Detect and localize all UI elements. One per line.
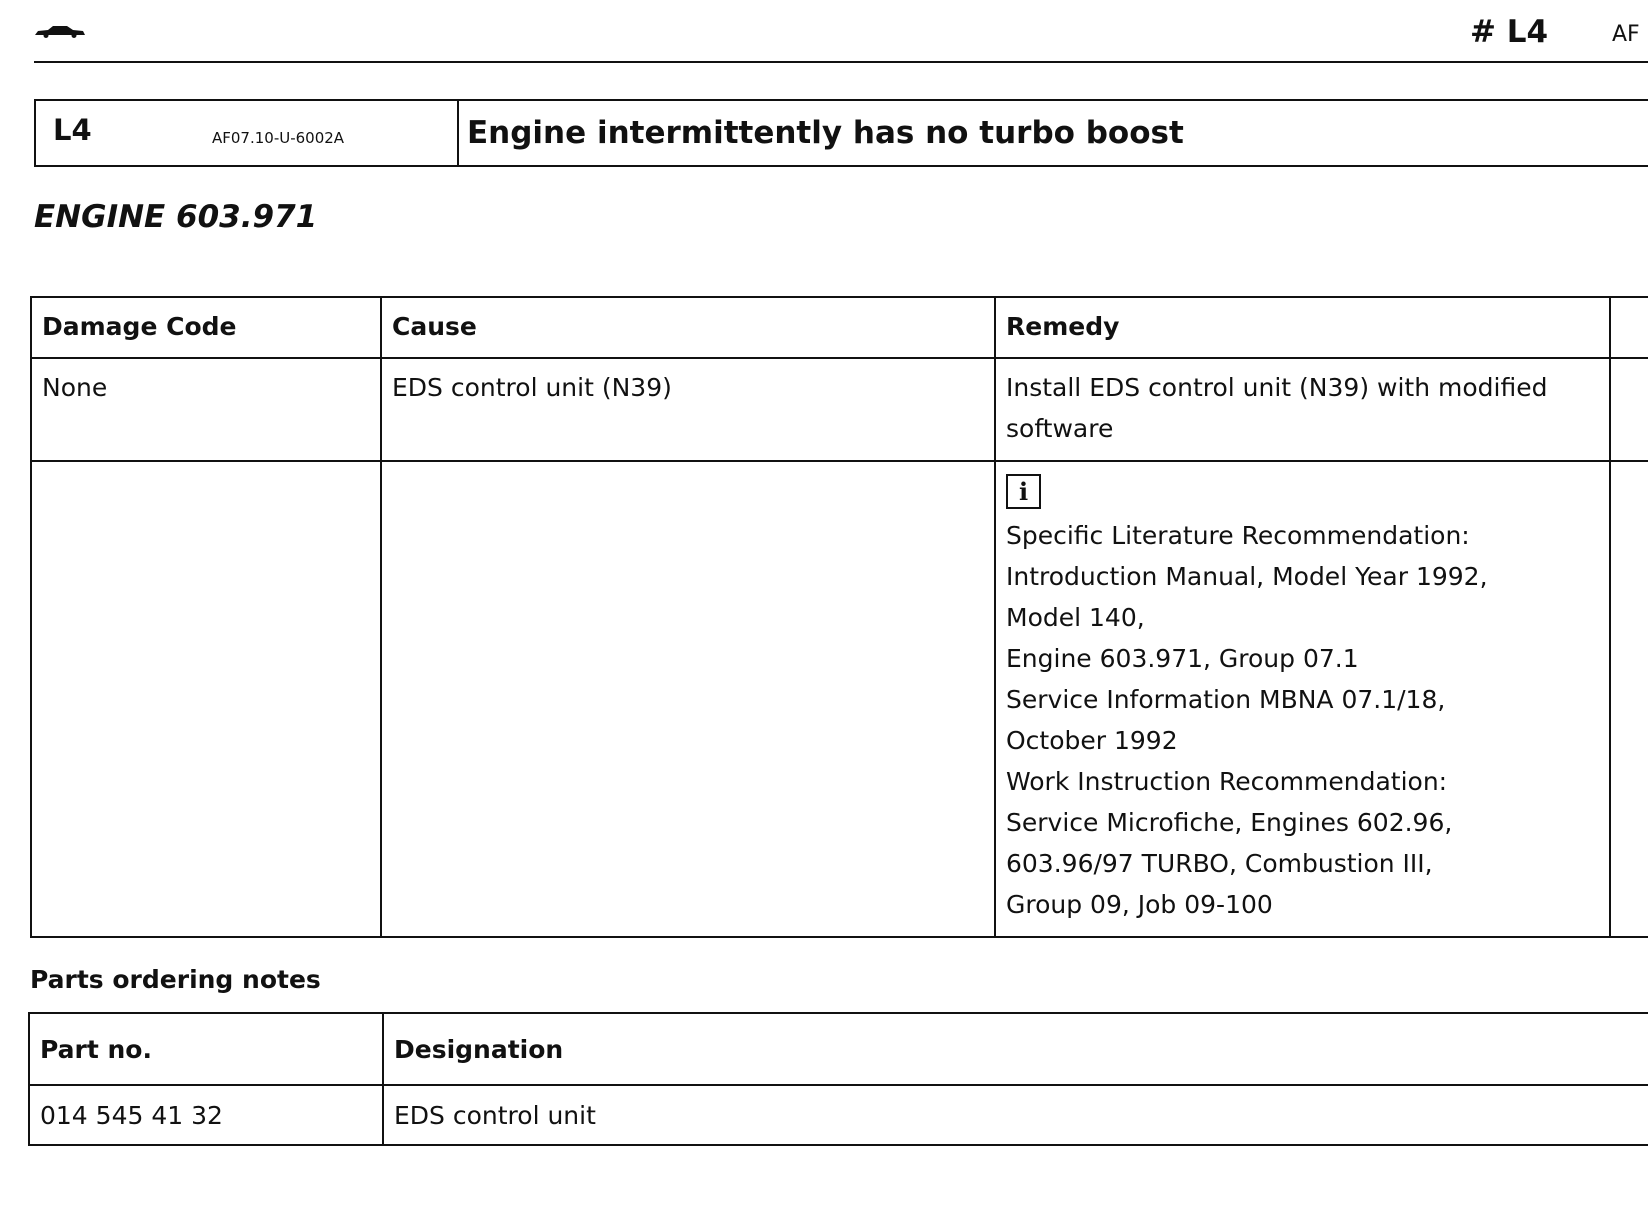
header-damage-code: Damage Code xyxy=(31,297,381,358)
table-edge-cell xyxy=(1610,297,1648,358)
diagnosis-table xyxy=(30,296,1648,938)
table-header-row xyxy=(31,297,1648,358)
header-part-no: Part no. xyxy=(29,1013,383,1085)
parts-table xyxy=(28,1012,1648,1146)
parts-header-row xyxy=(29,1013,1648,1085)
remedy-line: Engine 603.971, Group 07.1 xyxy=(1006,644,1359,673)
complaint-title: Engine intermittently has no turbo boost xyxy=(467,115,1184,151)
title-box-left-cell xyxy=(36,101,459,165)
header-ref-fragment: AF xyxy=(1612,22,1640,47)
header-remedy: Remedy xyxy=(995,297,1610,358)
remedy-line: Specific Literature Recommendation: xyxy=(1006,521,1470,550)
remedy-line: Model 140, xyxy=(1006,603,1145,632)
header-designation: Designation xyxy=(383,1013,1648,1085)
table-row xyxy=(31,358,1648,461)
part-no-cell: 014 545 41 32 xyxy=(29,1085,383,1145)
complaint-code: L4 xyxy=(53,113,92,147)
cause-cell: EDS control unit (N39) xyxy=(381,358,995,461)
table-row xyxy=(29,1085,1648,1145)
remedy-line: Introduction Manual, Model Year 1992, xyxy=(1006,562,1488,591)
engine-heading: ENGINE 603.971 xyxy=(34,199,318,235)
table-edge-cell xyxy=(1610,461,1648,937)
remedy-line: Service Information MBNA 07.1/18, xyxy=(1006,685,1446,714)
car-icon xyxy=(34,24,86,38)
header-rule xyxy=(34,61,1648,63)
table-row xyxy=(31,461,1648,937)
remedy-cell xyxy=(995,461,1610,937)
parts-heading: Parts ordering notes xyxy=(30,965,321,994)
remedy-line: Group 09, Job 09-100 xyxy=(1006,890,1273,919)
cause-cell xyxy=(381,461,995,937)
remedy-cell: Install EDS control unit (N39) with modified software xyxy=(995,358,1610,461)
document-reference: AF07.10-U-6002A xyxy=(212,129,345,147)
designation-cell: EDS control unit xyxy=(383,1085,1648,1145)
remedy-line: 603.96/97 TURBO, Combustion III, xyxy=(1006,849,1433,878)
title-box xyxy=(34,99,1648,167)
table-edge-cell xyxy=(1610,358,1648,461)
remedy-line: Service Microfiche, Engines 602.96, xyxy=(1006,808,1453,837)
remedy-line: Work Instruction Recommendation: xyxy=(1006,767,1448,796)
info-icon: i xyxy=(1006,474,1041,509)
header-cause: Cause xyxy=(381,297,995,358)
damage-code-cell xyxy=(31,461,381,937)
remedy-line: October 1992 xyxy=(1006,726,1178,755)
damage-code-cell: None xyxy=(31,358,381,461)
header-code: # L4 xyxy=(1470,14,1549,50)
